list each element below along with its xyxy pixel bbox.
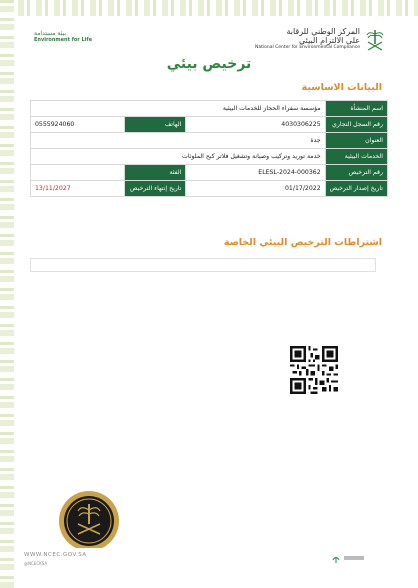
services-label: الخدمات البيئية	[325, 149, 387, 165]
footer-url[interactable]: WWW.NCEC.GOV.SA	[24, 552, 87, 558]
cr-value: 4030306225	[186, 117, 325, 133]
environment-logo	[34, 30, 104, 43]
address-value: جدة	[31, 133, 326, 149]
gold-seal-icon	[54, 486, 124, 556]
category-value	[31, 165, 125, 181]
issue-date-label: تاريخ إصدار الترخيص	[325, 181, 387, 197]
address-label: العنوان	[325, 133, 387, 149]
page-footer	[14, 548, 404, 572]
qr-code-icon[interactable]	[290, 346, 338, 394]
license-number-label: رقم الترخيص	[325, 165, 387, 181]
decorative-border-bottom	[0, 0, 418, 16]
table-row	[31, 117, 388, 133]
decorative-border-right	[0, 0, 14, 588]
table-row	[31, 101, 388, 117]
category-label: الفئة	[125, 165, 186, 181]
table-row	[31, 181, 388, 197]
ncec-name-line1: المركز الوطني للرقابة	[286, 27, 360, 36]
cr-label: رقم السجل التجاري	[325, 117, 387, 133]
table-row	[31, 133, 388, 149]
vision-2030-logo-icon	[330, 550, 370, 566]
table-row	[31, 165, 388, 181]
facility-label: اسم المنشأة	[325, 101, 387, 117]
ncec-name-en: National Center for Environmental Compliance	[254, 44, 360, 50]
environment-logo-ar: بيئة مستدامة	[34, 30, 67, 37]
table-row	[31, 149, 388, 165]
conditions-box	[30, 258, 376, 272]
issue-date-value: 01/17/2022	[186, 181, 325, 197]
expiry-date-value: 13/11/2027	[31, 181, 125, 197]
footer-handle: @NCECKSA	[24, 561, 48, 566]
license-number-value: ELESL-2024-000362	[186, 165, 325, 181]
ncec-name-line2: على الالتزام البيئي	[299, 35, 360, 45]
section-conditions-title: اشتراطات الترخيص البيئي الخاصة	[223, 237, 382, 248]
license-info-table	[30, 100, 388, 197]
phone-label: الهاتف	[125, 117, 186, 133]
section-basic-data-title: البيانات الاساسية	[301, 82, 382, 93]
license-page	[14, 16, 404, 572]
facility-value: مؤسسة سفراء الحجاز للخدمات البيئية	[31, 101, 326, 117]
ncec-logo	[255, 28, 386, 54]
phone-value: 0555924060	[31, 117, 125, 133]
document-title: ترخيص بيئي	[166, 56, 252, 72]
services-value: خدمة توريد وتركيب وصيانة وتشغيل فلاتر كبح الملوثات	[31, 149, 326, 165]
palm-swords-emblem-icon	[364, 28, 386, 54]
environment-logo-en: Environment for Life	[34, 37, 92, 43]
expiry-date-label: تاريخ إنتهاء الترخيص	[125, 181, 186, 197]
